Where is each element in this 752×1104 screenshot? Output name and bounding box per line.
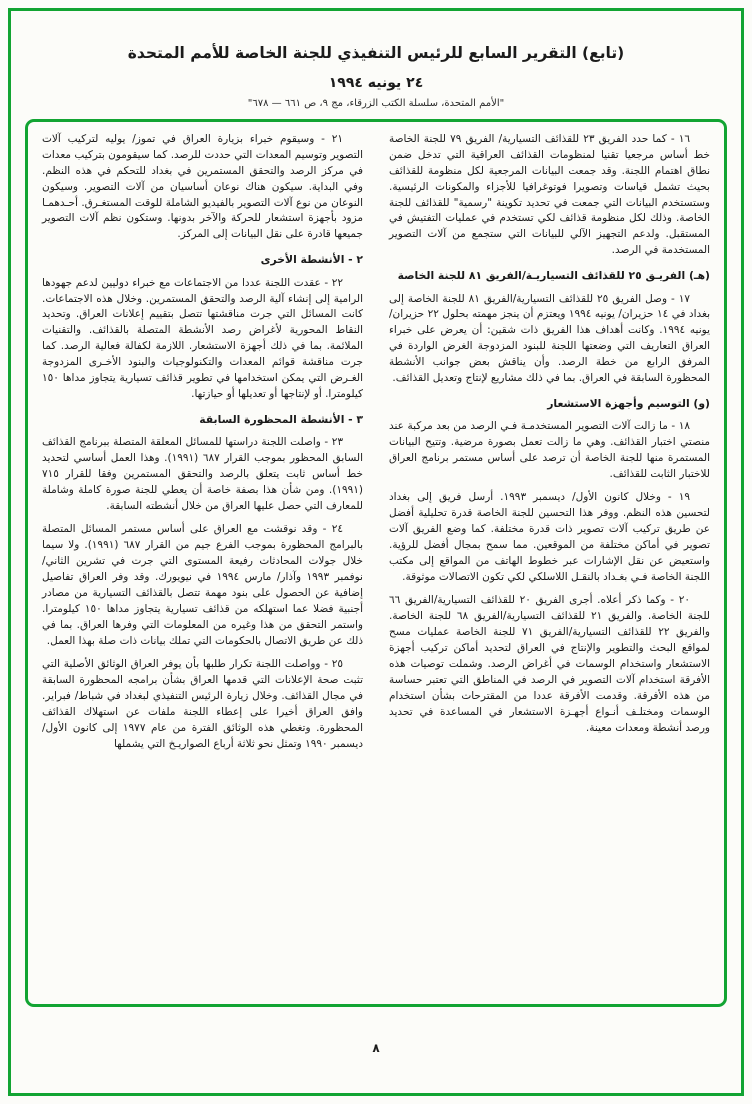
paragraph: ٢١ - وسيقوم خبراء بزيارة العراق في تموز/ يوليه لتركيب آلات التصوير وتوسيم المعدات التي حددت للرصد. كما سيقومون بتركيب معدات في مركز الرصد والتحقق المستمرين في بغداد للتحكم في هذه النظم. وفي البداية. سيكون هناك نوعان أساسيان من آلات التصوير. وسيكون النوعان من نوع آلات التصوير بالفيديو الشاملة للوقت المستغـرق. أحـدهمـا مزود بأجهزة استشعار للحركة والآخر بدونها. وستكون نظم آلات التصوير جميعها قادرة على نقل البيانات إلى المركز. [42, 132, 363, 241]
column-left [42, 132, 363, 994]
column-right [389, 132, 710, 994]
content-box [25, 119, 727, 1007]
paragraph: ١٩ - وخلال كانون الأول/ ديسمبر ١٩٩٣. أرسل فريق إلى بغداد لتحسين هذه النظم. ووفر هذا التحسين للجنة الخاصة قدرة تحليلية أفضل عن طريق تركيب آلات تصوير ذات قدرة مختلفة. كما وضع الفريق آلات تصوير في أماكن مختلفة من الموقعين. مما سمح بمجال أفضل للرؤية. واستعيض عن نقل الإشارات عبر خطوط الهاتف من المواقع إلى مكتب اللجنة الخاصة فـي بغـداد بالنقـل اللاسلكي لكي تكون الاتصالات موثوقة. [389, 491, 710, 583]
paragraph: ١٨ - ما زالت آلات التصوير المستخدمـة فـي الرصد من بعد مركبة عند منصتي اختبار القذائف. وهي ما زالت تعمل بصورة مرضية. وتتيح البيانات المستمرة منها للجنة الخاصة أن ترصد على أساس مستمر برنامج العراق للاختبار الثابت للقذائف. [389, 420, 710, 481]
document-date: ٢٤ يونيه ١٩٩٤ [328, 74, 424, 91]
document-title: (تابع) التقرير السابع للرئيس التنفيذي للجنة الخاصة للأمم المتحدة [127, 44, 625, 62]
paragraph: ٢٠ - وكما ذكر أعلاه. أجرى الفريق ٢٠ للقذائف التسيارية/الفريق ٦٦ للجنة الخاصة. والفريق ٢١ للقذائف التسيارية/الفريق ٦٨ للجنة الخاصة. والفريق ٢٢ للقذائف التسيارية/الفريق ٧١ للجنة الخاصة عمليات مسح لمواقع البحث والتطوير والإنتاج في العراق لتحديد أماكن تركيب أجهزة الاستشعار واستخدام الوسمات في أغراض الرصد. وشملت توصيات هذه الأفرقة استخدام آلات التصوير في الرصد في المناطق التي تعتبر حساسة من هذه الأفرقة. وقدمت الأفرقة عددا من المقترحات بشأن استخدام الوسمات ومختلـف أنـواع أجهـزة الاستشعار في المساعدة في تحديد ورصد أنشطة ومعدات معينة. [389, 593, 710, 734]
paragraph: ٢٢ - عقدت اللجنة عددا من الاجتماعات مع خبراء دوليين لدعم جهودها الرامية إلى إنشاء آلية الرصد والتحقق المستمرين. وخلال هذه الاجتماعات. كانت المسائل التي جرت مناقشتها تتصل بتقييم إعلانات العراق. وتحديد النقاط المحورية لأغراض رصد الأنشطة المتصلة بالقذائف. والتقنيات الملائمة. بما في ذلك أجهزة الاستشعار. اللازمة لكفالة فعالية الرصد. كما جرت مناقشة قوائم المعدات والتكنولوجيات والبنود الأخـرى المزدوجة الغـرض التي يمكن استخدامها في تطوير قذائف تسيارية يتجاوز مداها ١٥٠ كيلومترا. أو لإنتاجها أو تعديلها أو حيازتها. [42, 276, 363, 401]
page-number: ٨ [372, 1041, 380, 1055]
paragraph: ٢٣ - واصلت اللجنة دراستها للمسائل المعلقة المتصلة ببرنامج القذائف السابق المحظور بموجب القرار ٦٨٧ (١٩٩١). وهذا العمل أساسي لتحديد خط أساس ثابت يتعلق بالرصد والتحقق المستمرين وفقا للقرار ٧١٥ (١٩٩١). ومن شأن هذا بصفة خاصة أن يعطي للجنة صورة كاملة وشاملة للمعارف التي حصل عليها العراق من خلال أنشطته السابقة. [42, 436, 363, 513]
section-heading: ٣ - الأنشطة المحظورة السابقة [199, 413, 363, 427]
page-border [8, 8, 744, 1096]
paragraph: ٢٤ - وقد نوقشت مع العراق على أساس مستمر المسائل المتصلة بالبرامج المحظورة بموجب الفرع جيم من القرار ٦٨٧ (١٩٩١). ولا سيما خلال جولات المحادثات رفيعة المستوى التي جرت في تشرين الثاني/ نوفمبر ١٩٩٣ وآذار/ مارس ١٩٩٤ في نيويورك. وقد وفر العراق تفاصيل إضافية عن الحصول على بنود مهمة تتصل بالقذائف التسيارية من مصادر أجنبية فضلا عما استهلكه من قذائف تسيارية يتجاوز مداها ١٥٠ كيلومترا. واستمر التحقق من هذا وغيره من المعلومات التي وفرها العراق. بما في ذلك عن طريق الاتصال بالحكومات التي تملك بيانات ذات صلة بهذا العمل. [42, 523, 364, 647]
document-source: "الأمم المتحدة، سلسلة الكتب الزرقاء، مج ٩، ص ٦٦١ — ٦٧٨" [247, 97, 505, 109]
paragraph: ٢٥ - وواصلت اللجنة تكرار طلبها بأن يوفر العراق الوثائق الأصلية التي تثبت صحة الإعلانات التي قدمها العراق بشأن برامجه المحظورة السابقة في مجال القذائف. وخلال زيارة الرئيس التنفيذي لبغداد في شباط/ فبراير. وافق العراق أخيرا على إعطاء اللجنة ملفات عن استهلاك القذائف المحظورة. وتغطي هذه الوثائق الفترة من عام ١٩٧٧ إلى كانون الأول/ ديسمبر ١٩٩٠ وتمثل نحو ثلاثة أرباع الصواريـخ التي يشملها [42, 657, 363, 750]
paragraph: ١٧ - وصل الفريق ٢٥ للقذائف التسيارية/الفريق ٨١ للجنة الخاصة إلى بغداد في ١٤ حزيران/ يونيه ١٩٩٤ ويعتزم أن ينجز مهمته بحلول ٢٢ حزيران/ يونيه ١٩٩٤. وكانت أهداف هذا الفريق ذات شقين: أن يعرض على خبراء العراق التعاريف التي وضعتها اللجنة للبنود المزدوجة الغرض الواردة في المرفق الرابع من خطة الرصد. وأن يناقش بعض جوانب الأنشطة المحظورة السابقة في العراق. بما في ذلك مشاريع لإنتاج وتعديل القذائف. [389, 292, 710, 385]
section-heading: (و) التوسيم وأجهزة الاستشعار [547, 397, 710, 411]
section-heading: ٢ - الأنشطة الأخرى [260, 253, 363, 267]
section-heading: (هـ) الفريـق ٢٥ للقذائف التسياريـة/الفريق ٨١ للجنة الخاصة [397, 269, 710, 283]
paragraph: ١٦ - كما حدد الفريق ٢٣ للقذائف التسيارية/ الفريق ٧٩ للجنة الخاصة خط أساس مرجعيا تقنيا لمنظومات القذائف العراقية التي تدخل ضمن نطاق اهتمام اللجنة. وقد جمعت البيانات المرجعية لكل منظومة للقذائف بحيث تشمل قياسات وتصويرا فوتوغرافيا للأجزاء والمكونات الرئيسية. وستستخدم البيانات التي جمعت في تحديد تكوينة "رسمية" للقذائف للجنة الخاصة. وذلك لكل منظومة قذائف لكي تستخدم في عمليات التفتيش في المستقبل. ولدعم التجهيز الآلي للبيانات التي ستجمع من آلات التصوير المستخدمة في الرصد. [389, 132, 710, 257]
document-header [11, 11, 741, 109]
